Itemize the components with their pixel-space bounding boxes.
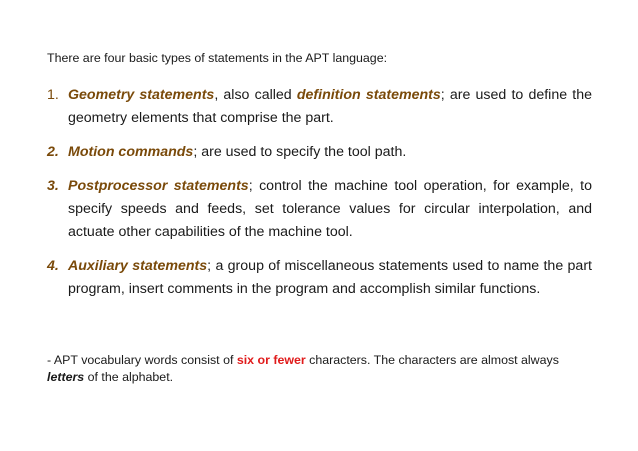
intro-text: There are four basic types of statements in the APT language: [47,51,388,65]
list-item-motion [47,141,592,164]
note-highlight: six or fewer [236,353,306,367]
note-text: - APT vocabulary words consist of [47,353,237,367]
list-number: 3. [47,178,59,194]
item-text: ; are used to specify the tool path. [193,144,407,160]
term-motion-commands: Motion commands [68,144,194,160]
term-auxiliary-statements: Auxiliary statements [68,258,208,274]
term-geometry-statements: Geometry statements [68,87,215,103]
item-text: ; control the machine tool operation, for example, to specify speeds and feeds, set tolerance values for circular interpolation, and actuate other capabilities of the machine tool. [68,178,593,240]
note-text: characters. The characters are almost always [305,353,559,367]
item-text: , also called [214,87,297,103]
note-text: of the alphabet. [84,370,174,384]
list-number: 2. [47,144,59,160]
list-number: 1. [47,87,59,103]
term-definition-statements: definition statements [296,87,441,103]
item-text: ; are used to define the geometry elements that comprise the part. [68,87,592,126]
list-item-geometry [47,84,592,130]
item-text: ; a group of miscellaneous statements used to name the part program, insert comments in the program and accomplish similar functions. [68,258,592,297]
list-number: 4. [47,258,59,274]
term-postprocessor-statements: Postprocessor statements [68,178,249,194]
statement-types-list [47,84,592,312]
list-item-auxiliary [47,255,592,301]
list-item-postprocessor [47,175,592,244]
note-emphasis: letters [47,370,85,384]
vocabulary-note [47,352,592,386]
